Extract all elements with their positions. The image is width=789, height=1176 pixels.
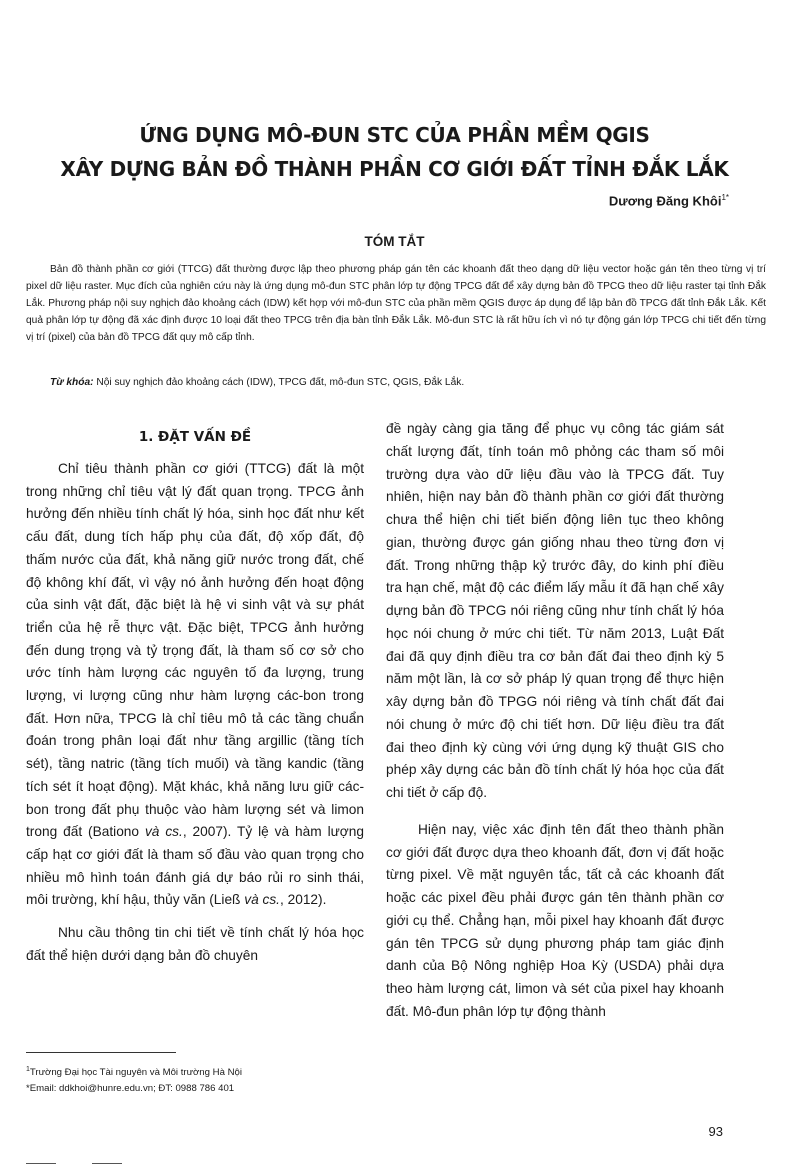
abstract-heading: TÓM TẮT xyxy=(364,234,425,249)
title-line-2: XÂY DỰNG BẢN ĐỒ THÀNH PHẦN CƠ GIỚI ĐẤT TỈNH ĐẮK LẮK xyxy=(60,157,729,181)
abstract xyxy=(26,261,766,346)
paragraph-1-end: , 2012). xyxy=(279,892,327,908)
paragraph-2: Nhu cầu thông tin chi tiết về tính chất lý hóa học đất thể hiện dưới dạng bản đồ chuyên xyxy=(26,925,364,963)
author-name: Dương Đăng Khôi xyxy=(608,193,722,209)
keywords-label: Từ khóa: xyxy=(50,377,94,388)
paragraph-1-mid: , 2007). Tỷ lệ và hàm lượng cấp hạt cơ giới đất là tham số đầu vào quan trọng cho nhiều mô hình toán đánh giá dự báo rủi ro sinh thái, môi trường, khí hậu, thủy văn (Ließ xyxy=(26,824,364,908)
right-column xyxy=(386,418,724,1024)
paragraph-1 xyxy=(26,458,364,912)
author xyxy=(609,193,729,208)
paragraph-2-continued: đề ngày càng gia tăng để phục vụ công tác giám sát chất lượng đất, tính toán mô phỏng các tham số môi trường dựa vào dữ liệu đầu vào là TPCG đất. Tuy nhiên, hiện nay bản đồ thành phần cơ giới đất thường chưa thể hiện chi tiết biến động liên tục theo không gian, thường được gán giống nhau theo từng đơn vị đất. Trong những thập kỷ trước đây, do kinh phí điều tra hạn chế, mật độ các điểm lấy mẫu ít đã hạn chế xây dựng bản đồ TPCG nói riêng cũng như tính chất lý hóa học nói chung ở mức chi tiết. Từ năm 2013, Luật Đất đai đã quy định điều tra cơ bản đất đai theo định kỳ 5 năm một lần, là cơ sở pháp lý quan trọng để thực hiện xây dựng bản đồ TPGG nói riêng và tính chất đất đai nói chung ở mức độ chi tiết hơn. Dữ liệu điều tra đất đai theo định kỳ cùng với ứng dụng kỹ thuật GIS cho phép xây dựng các bản đồ tính chất lý hóa học của đất chi tiết ở cấp độ. xyxy=(386,421,724,800)
footnotes xyxy=(26,1062,366,1097)
paragraph-1-text: Chỉ tiêu thành phần cơ giới (TTCG) đất là một trong những chỉ tiêu vật lý đất quan trọng. TPCG ảnh hưởng đến nhiều tính chất lý hóa, sinh học đất như kết cấu đất, dung tích hấp phụ của đất, độ xốp đất, độ thấm nước của đất, khả năng giữ nước trong đất, chế độ không khí đất, vì vậy nó ảnh hưởng đến hoạt động của sinh vật đất, đặc biệt là hệ vi sinh vật và sự phát triển của hệ rễ thực vật. Đặc biệt, TPCG ảnh hưởng đến dung trọng và tỷ trọng đất, là tham số cơ sở cho ước tính hàm lượng các nguyên tố đa lượng, trung lượng, vi lượng cũng như hàm lượng các-bon trong đất. Hơn nữa, TPCG là chỉ tiêu mô tả các tầng chuẩn đoán trong phân loại đất như tầng argillic (tầng tích sét), tầng natric (tầng tích muối) và tầng kandic (tầng tích sét ít hoạt động). Mặt khác, khả năng lưu giữ các-bon trong đất phụ thuộc vào hàm lượng sét và limon trong đất (Bationo xyxy=(26,461,364,840)
paragraph-3: Hiện nay, việc xác định tên đất theo thành phần cơ giới đất được dựa theo khoanh đất, đơn vị đất hoặc từng pixel. Về mặt nguyên tắc, tất cả các khoanh đất hoặc các pixel đều phải được gán tên thành phần cơ giới cụ thể. Chẳng hạn, mỗi pixel hay khoanh đất được gán tên TPCG sử dụng phương pháp tam giác định danh của Bộ Nông nghiệp Hoa Kỳ (USDA) phải dựa theo hàm lượng cát, limon và sét của pixel hay khoanh đất. Mô-đun phân lớp tự động thành xyxy=(386,821,724,1019)
left-column xyxy=(26,420,364,967)
section-heading: 1. ĐẶT VẤN ĐỀ xyxy=(138,429,252,445)
author-affiliation-mark: 1* xyxy=(721,193,729,202)
footnote-mark: 1 xyxy=(26,1066,30,1073)
footnote-contact: *Email: ddkhoi@hunre.edu.vn; ĐT: 0988 786 401 xyxy=(26,1083,235,1095)
title-line-1: ỨNG DỤNG MÔ-ĐUN STC CỦA PHẦN MỀM QGIS xyxy=(139,123,650,147)
footnote-affiliation xyxy=(26,1062,366,1081)
bottom-rule-left xyxy=(26,1163,56,1164)
keywords xyxy=(26,374,766,391)
footnote-affiliation-text: Trường Đại học Tài nguyên và Môi trường Hà Nội xyxy=(29,1067,242,1079)
keywords-text: Nội suy nghịch đảo khoảng cách (IDW), TPCG đất, mô-đun STC, QGIS, Đắk Lắk. xyxy=(96,377,465,388)
page-number: 93 xyxy=(708,1124,723,1139)
bottom-rule-right xyxy=(92,1163,122,1164)
footnote-divider xyxy=(26,1052,176,1053)
citation-italic-2: và cs. xyxy=(244,892,280,908)
paper-title xyxy=(60,118,729,186)
citation-italic-1: và cs. xyxy=(144,824,183,840)
abstract-text: Bản đồ thành phần cơ giới (TTCG) đất thường được lập theo phương pháp gán tên các khoanh đất theo dạng dữ liệu vector hoặc gán tên theo từng vị trí pixel dữ liệu raster. Mục đích của nghiên cứu này là ứng dụng mô-đun STC phân lớp tự động TPCG đất để xây dựng bản đồ TPCG theo dữ liệu raster tại tỉnh Đắk Lắk. Phương pháp nội suy nghịch đảo khoảng cách (IDW) kết hợp với mô-đun STC của phần mềm QGIS được áp dụng để lập bản đồ TPCG đất tỉnh Đắk Lắk. Kết quả phân lớp tự động đã xác định được 10 loại đất theo TPCG trên địa bàn tỉnh Đắk Lắk. Mô-đun STC là rất hữu ích vì nó tự động gán lớp TPCG chi tiết đến từng vị trí (pixel) của bản đồ TPCG đất quy mô cấp tỉnh. xyxy=(26,264,766,344)
